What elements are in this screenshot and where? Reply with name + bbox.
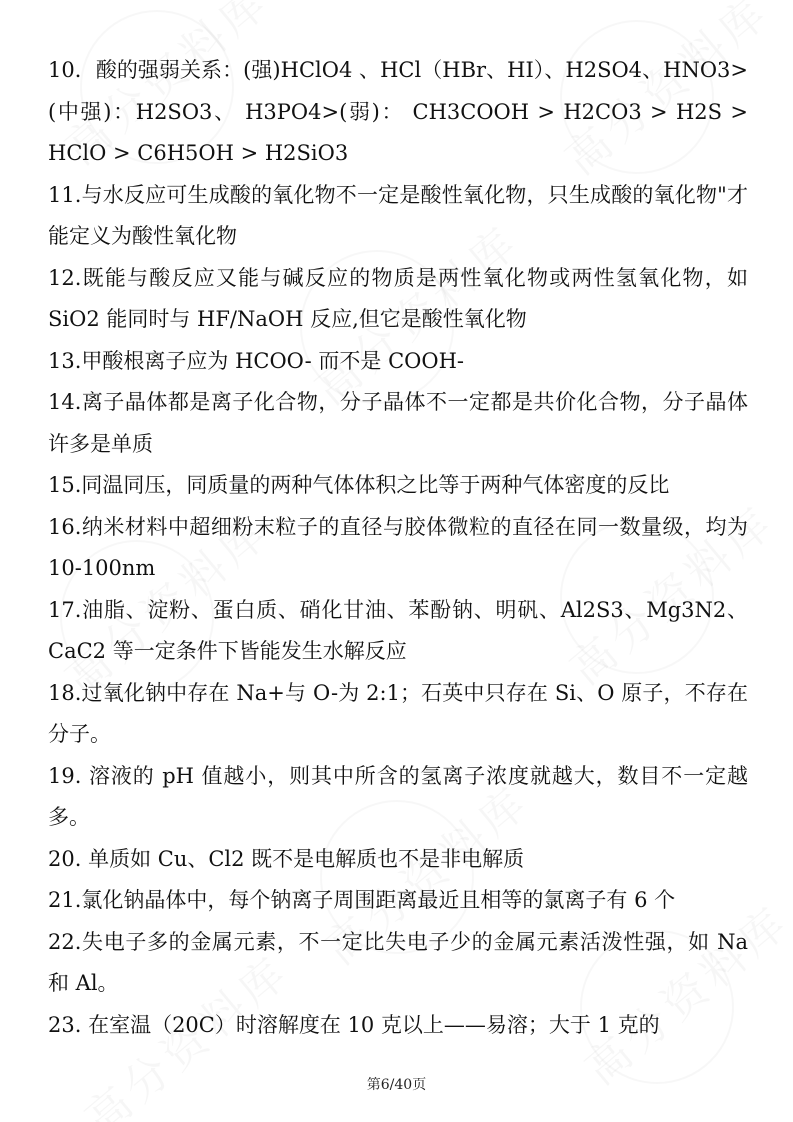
list-item: 13.甲酸根离子应为 HCOO- 而不是 COOH- (48, 348, 465, 373)
list-item: 17.油脂、淀粉、蛋白质、硝化甘油、苯酚钠、明矾、Al2S3、Mg3N2、CaC2 等一定条件下皆能发生水解反应 (48, 597, 748, 663)
list-item: 21.氯化钠晶体中，每个钠离子周围距离最近且相等的氯离子有 6 个 (48, 888, 676, 912)
list-item: 20. 单质如 Cu、Cl2 既不是电解质也不是非电解质 (48, 846, 525, 871)
list-item: 23. 在室温（20C）时溶解度在 10 克以上——易溶；大于 1 克的 (48, 1012, 660, 1037)
list-item: 15.同温同压，同质量的两种气体体积之比等于两种气体密度的反比 (48, 473, 670, 497)
list-item: 14.离子晶体都是离子化合物，分子晶体不一定都是共价化合物，分子晶体许多是单质 (48, 390, 748, 456)
page-number: 第6/40页 (366, 1077, 427, 1093)
list-item: 10．酸的强弱关系：(强)HClO4 、HCl（HBr、HI）、H2SO4、HNO3>(中强)：H2SO3、 H3PO4>(弱)： CH3COOH > H2CO3 > H2S > HClO > C6H5OH > H2SiO3 (48, 58, 748, 165)
list-item: 22.失电子多的金属元素，不一定比失电子少的金属元素活泼性强，如 Na 和 Al。 (48, 929, 748, 995)
list-item: 18.过氧化钠中存在 Na+与 O-为 2:1；石英中只存在 Si、O 原子，不存在分子。 (48, 680, 748, 746)
list-item: 19. 溶液的 pH 值越小，则其中所含的氢离子浓度就越大，数目不一定越多。 (48, 763, 748, 829)
document-body (48, 50, 748, 1046)
list-item: 12.既能与酸反应又能与碱反应的物质是两性氧化物或两性氢氧化物，如 SiO2 能同时与 HF/NaOH 反应,但它是酸性氧化物 (48, 265, 748, 331)
list-item: 11.与水反应可生成酸的氧化物不一定是酸性氧化物，只生成酸的氧化物"才能定义为酸性氧化物 (48, 182, 748, 248)
list-item: 16.纳米材料中超细粉末粒子的直径与胶体微粒的直径在同一数量级，均为 10-100nm (48, 514, 748, 580)
